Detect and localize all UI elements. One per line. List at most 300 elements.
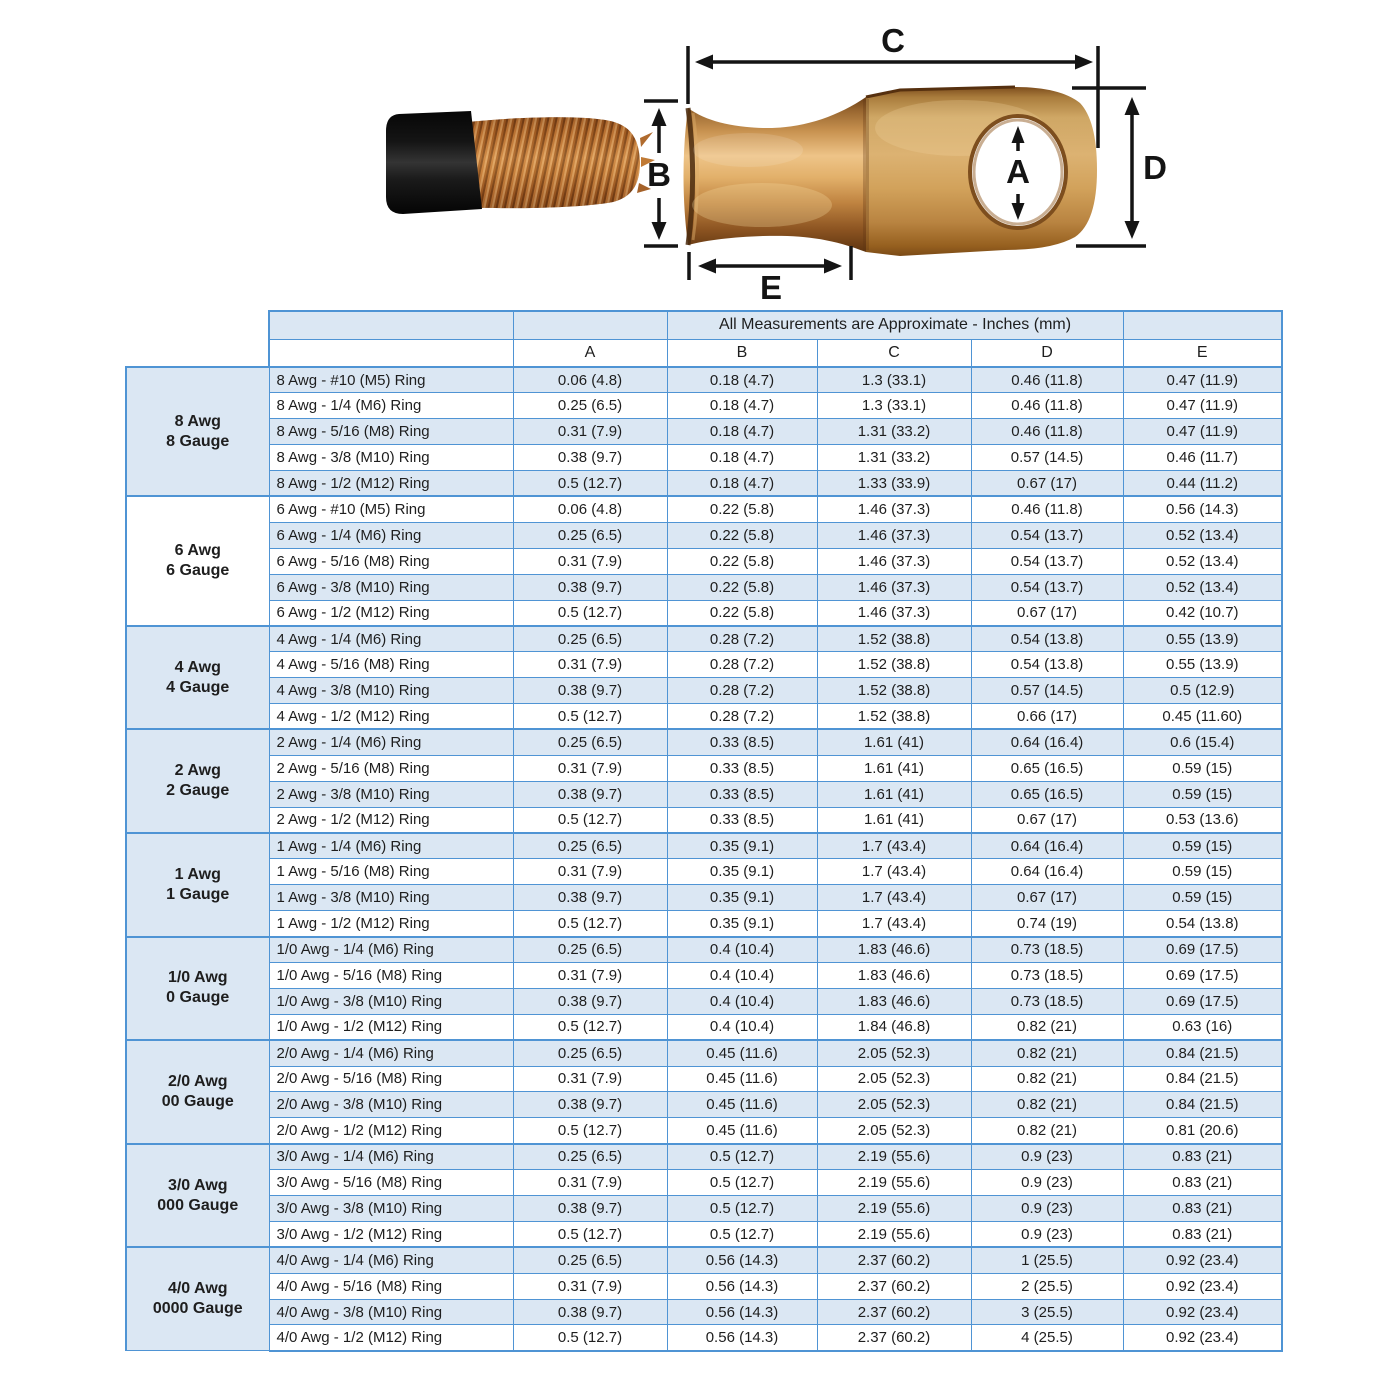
row-label: 4 Awg - 5/16 (M8) Ring (269, 652, 513, 678)
table-row (126, 574, 1282, 600)
value-cell-c: 2.37 (60.2) (817, 1299, 971, 1325)
table-row (126, 496, 1282, 522)
value-cell-d: 0.67 (17) (971, 600, 1123, 626)
row-label: 3/0 Awg - 5/16 (M8) Ring (269, 1170, 513, 1196)
gauge-cell: 4 Awg 4 Gauge (126, 626, 269, 730)
value-cell-c: 1.7 (43.4) (817, 885, 971, 911)
value-cell-b: 0.35 (9.1) (667, 859, 817, 885)
value-cell-c: 2.37 (60.2) (817, 1247, 971, 1273)
value-cell-e: 0.54 (13.8) (1123, 911, 1282, 937)
value-cell-e: 0.84 (21.5) (1123, 1066, 1282, 1092)
value-cell-b: 0.28 (7.2) (667, 626, 817, 652)
table-row (126, 1066, 1282, 1092)
column-header-a: A (513, 339, 667, 367)
value-cell-a: 0.25 (6.5) (513, 1247, 667, 1273)
row-label: 2 Awg - 3/8 (M10) Ring (269, 781, 513, 807)
table-row (126, 1014, 1282, 1040)
table-row (126, 600, 1282, 626)
value-cell-b: 0.35 (9.1) (667, 885, 817, 911)
value-cell-a: 0.25 (6.5) (513, 522, 667, 548)
value-cell-b: 0.35 (9.1) (667, 833, 817, 859)
value-cell-b: 0.22 (5.8) (667, 548, 817, 574)
value-cell-e: 0.84 (21.5) (1123, 1040, 1282, 1066)
value-cell-a: 0.06 (4.8) (513, 367, 667, 393)
value-cell-d: 0.54 (13.8) (971, 626, 1123, 652)
value-cell-b: 0.28 (7.2) (667, 678, 817, 704)
dim-label-a: A (1006, 153, 1030, 190)
value-cell-a: 0.5 (12.7) (513, 704, 667, 730)
value-cell-e: 0.81 (20.6) (1123, 1118, 1282, 1144)
table-row (126, 859, 1282, 885)
value-cell-a: 0.31 (7.9) (513, 755, 667, 781)
table-row (126, 729, 1282, 755)
value-cell-e: 0.6 (15.4) (1123, 729, 1282, 755)
value-cell-e: 0.55 (13.9) (1123, 652, 1282, 678)
table-row (126, 678, 1282, 704)
value-cell-a: 0.31 (7.9) (513, 1273, 667, 1299)
value-cell-c: 1.83 (46.6) (817, 937, 971, 963)
column-header-b: B (667, 339, 817, 367)
row-label: 6 Awg - #10 (M5) Ring (269, 496, 513, 522)
gauge-cell: 1/0 Awg 0 Gauge (126, 937, 269, 1041)
table-row (126, 652, 1282, 678)
value-cell-d: 0.65 (16.5) (971, 781, 1123, 807)
header-desc-spacer (269, 311, 513, 339)
value-cell-b: 0.33 (8.5) (667, 729, 817, 755)
value-cell-d: 0.57 (14.5) (971, 678, 1123, 704)
row-label: 8 Awg - 1/2 (M12) Ring (269, 471, 513, 497)
row-label: 1 Awg - 1/2 (M12) Ring (269, 911, 513, 937)
corner-spacer (126, 339, 269, 367)
value-cell-c: 1.46 (37.3) (817, 522, 971, 548)
table-row (126, 885, 1282, 911)
value-cell-d: 0.46 (11.8) (971, 496, 1123, 522)
value-cell-e: 0.92 (23.4) (1123, 1273, 1282, 1299)
dim-label-e: E (759, 269, 783, 306)
value-cell-d: 4 (25.5) (971, 1325, 1123, 1351)
table-row (126, 1144, 1282, 1170)
value-cell-d: 0.54 (13.7) (971, 574, 1123, 600)
value-cell-e: 0.47 (11.9) (1123, 419, 1282, 445)
table-title: All Measurements are Approximate - Inches (mm) (667, 311, 1123, 339)
value-cell-e: 0.59 (15) (1123, 781, 1282, 807)
value-cell-c: 1.31 (33.2) (817, 445, 971, 471)
value-cell-a: 0.5 (12.7) (513, 600, 667, 626)
value-cell-a: 0.5 (12.7) (513, 1325, 667, 1351)
table-row (126, 1118, 1282, 1144)
value-cell-e: 0.83 (21) (1123, 1170, 1282, 1196)
value-cell-b: 0.4 (10.4) (667, 1014, 817, 1040)
table-row (126, 1299, 1282, 1325)
table-row (126, 833, 1282, 859)
value-cell-e: 0.92 (23.4) (1123, 1299, 1282, 1325)
product-diagram (0, 0, 1400, 332)
value-cell-b: 0.22 (5.8) (667, 496, 817, 522)
row-label: 2 Awg - 5/16 (M8) Ring (269, 755, 513, 781)
value-cell-b: 0.33 (8.5) (667, 781, 817, 807)
row-label: 6 Awg - 1/4 (M6) Ring (269, 522, 513, 548)
row-label: 4 Awg - 1/4 (M6) Ring (269, 626, 513, 652)
value-cell-a: 0.31 (7.9) (513, 962, 667, 988)
value-cell-b: 0.45 (11.6) (667, 1040, 817, 1066)
gauge-cell: 3/0 Awg 000 Gauge (126, 1144, 269, 1248)
dim-label-c: C (881, 22, 905, 59)
row-label: 3/0 Awg - 1/4 (M6) Ring (269, 1144, 513, 1170)
value-cell-b: 0.18 (4.7) (667, 471, 817, 497)
value-cell-c: 1.52 (38.8) (817, 626, 971, 652)
value-cell-b: 0.35 (9.1) (667, 911, 817, 937)
value-cell-a: 0.25 (6.5) (513, 937, 667, 963)
row-label: 3/0 Awg - 1/2 (M12) Ring (269, 1221, 513, 1247)
table-row (126, 988, 1282, 1014)
value-cell-b: 0.56 (14.3) (667, 1273, 817, 1299)
row-label: 2 Awg - 1/4 (M6) Ring (269, 729, 513, 755)
row-label: 4/0 Awg - 5/16 (M8) Ring (269, 1273, 513, 1299)
row-label: 4 Awg - 1/2 (M12) Ring (269, 704, 513, 730)
value-cell-c: 1.46 (37.3) (817, 574, 971, 600)
table-row (126, 522, 1282, 548)
row-label: 1 Awg - 5/16 (M8) Ring (269, 859, 513, 885)
table-row (126, 755, 1282, 781)
value-cell-c: 2.19 (55.6) (817, 1221, 971, 1247)
value-cell-e: 0.52 (13.4) (1123, 522, 1282, 548)
value-cell-e: 0.63 (16) (1123, 1014, 1282, 1040)
value-cell-c: 1.83 (46.6) (817, 988, 971, 1014)
row-label: 4/0 Awg - 1/4 (M6) Ring (269, 1247, 513, 1273)
value-cell-d: 0.73 (18.5) (971, 988, 1123, 1014)
value-cell-e: 0.42 (10.7) (1123, 600, 1282, 626)
value-cell-c: 1.46 (37.3) (817, 600, 971, 626)
value-cell-c: 1.84 (46.8) (817, 1014, 971, 1040)
row-label: 6 Awg - 3/8 (M10) Ring (269, 574, 513, 600)
cable-illustration (386, 111, 655, 214)
gauge-cell: 2/0 Awg 00 Gauge (126, 1040, 269, 1144)
value-cell-e: 0.84 (21.5) (1123, 1092, 1282, 1118)
row-label: 8 Awg - 5/16 (M8) Ring (269, 419, 513, 445)
table-row (126, 1273, 1282, 1299)
row-label: 4/0 Awg - 1/2 (M12) Ring (269, 1325, 513, 1351)
column-header-blank (269, 339, 513, 367)
value-cell-e: 0.52 (13.4) (1123, 574, 1282, 600)
value-cell-a: 0.38 (9.7) (513, 885, 667, 911)
value-cell-e: 0.47 (11.9) (1123, 393, 1282, 419)
row-label: 2/0 Awg - 5/16 (M8) Ring (269, 1066, 513, 1092)
header-a-spacer (513, 311, 667, 339)
table-row (126, 781, 1282, 807)
gauge-cell: 8 Awg 8 Gauge (126, 367, 269, 496)
value-cell-c: 1.52 (38.8) (817, 704, 971, 730)
value-cell-e: 0.55 (13.9) (1123, 626, 1282, 652)
value-cell-e: 0.44 (11.2) (1123, 471, 1282, 497)
value-cell-d: 0.67 (17) (971, 807, 1123, 833)
value-cell-c: 2.19 (55.6) (817, 1144, 971, 1170)
value-cell-b: 0.22 (5.8) (667, 574, 817, 600)
value-cell-d: 0.82 (21) (971, 1118, 1123, 1144)
value-cell-e: 0.53 (13.6) (1123, 807, 1282, 833)
value-cell-d: 0.9 (23) (971, 1221, 1123, 1247)
value-cell-d: 3 (25.5) (971, 1299, 1123, 1325)
value-cell-b: 0.22 (5.8) (667, 600, 817, 626)
value-cell-a: 0.5 (12.7) (513, 471, 667, 497)
row-label: 4 Awg - 3/8 (M10) Ring (269, 678, 513, 704)
value-cell-a: 0.25 (6.5) (513, 393, 667, 419)
value-cell-c: 1.52 (38.8) (817, 678, 971, 704)
value-cell-c: 2.05 (52.3) (817, 1092, 971, 1118)
value-cell-b: 0.18 (4.7) (667, 419, 817, 445)
value-cell-b: 0.45 (11.6) (667, 1066, 817, 1092)
value-cell-a: 0.38 (9.7) (513, 1196, 667, 1222)
corner-spacer (126, 311, 269, 339)
table-row (126, 911, 1282, 937)
row-label: 1/0 Awg - 1/4 (M6) Ring (269, 937, 513, 963)
value-cell-a: 0.31 (7.9) (513, 652, 667, 678)
row-label: 2/0 Awg - 3/8 (M10) Ring (269, 1092, 513, 1118)
value-cell-c: 1.46 (37.3) (817, 548, 971, 574)
table-row (126, 1325, 1282, 1351)
value-cell-a: 0.5 (12.7) (513, 807, 667, 833)
value-cell-d: 0.64 (16.4) (971, 729, 1123, 755)
value-cell-c: 2.37 (60.2) (817, 1325, 971, 1351)
value-cell-e: 0.69 (17.5) (1123, 937, 1282, 963)
value-cell-e: 0.59 (15) (1123, 833, 1282, 859)
value-cell-e: 0.5 (12.9) (1123, 678, 1282, 704)
table-row (126, 445, 1282, 471)
value-cell-b: 0.56 (14.3) (667, 1299, 817, 1325)
value-cell-d: 0.9 (23) (971, 1196, 1123, 1222)
value-cell-a: 0.25 (6.5) (513, 626, 667, 652)
value-cell-b: 0.18 (4.7) (667, 367, 817, 393)
dim-label-d: D (1143, 149, 1167, 186)
value-cell-e: 0.59 (15) (1123, 859, 1282, 885)
value-cell-a: 0.31 (7.9) (513, 419, 667, 445)
value-cell-e: 0.69 (17.5) (1123, 988, 1282, 1014)
value-cell-b: 0.4 (10.4) (667, 937, 817, 963)
row-label: 8 Awg - #10 (M5) Ring (269, 367, 513, 393)
value-cell-a: 0.25 (6.5) (513, 833, 667, 859)
value-cell-d: 0.74 (19) (971, 911, 1123, 937)
value-cell-e: 0.52 (13.4) (1123, 548, 1282, 574)
value-cell-e: 0.83 (21) (1123, 1221, 1282, 1247)
value-cell-d: 0.9 (23) (971, 1144, 1123, 1170)
row-label: 1 Awg - 3/8 (M10) Ring (269, 885, 513, 911)
value-cell-a: 0.38 (9.7) (513, 574, 667, 600)
value-cell-b: 0.5 (12.7) (667, 1196, 817, 1222)
value-cell-c: 1.61 (41) (817, 755, 971, 781)
value-cell-d: 0.9 (23) (971, 1170, 1123, 1196)
column-header-c: C (817, 339, 971, 367)
value-cell-b: 0.45 (11.6) (667, 1118, 817, 1144)
value-cell-d: 0.82 (21) (971, 1092, 1123, 1118)
value-cell-e: 0.59 (15) (1123, 755, 1282, 781)
row-label: 1 Awg - 1/4 (M6) Ring (269, 833, 513, 859)
gauge-cell: 2 Awg 2 Gauge (126, 729, 269, 833)
row-label: 6 Awg - 5/16 (M8) Ring (269, 548, 513, 574)
value-cell-e: 0.92 (23.4) (1123, 1247, 1282, 1273)
value-cell-a: 0.5 (12.7) (513, 1118, 667, 1144)
value-cell-b: 0.56 (14.3) (667, 1247, 817, 1273)
value-cell-c: 2.19 (55.6) (817, 1196, 971, 1222)
value-cell-d: 1 (25.5) (971, 1247, 1123, 1273)
value-cell-d: 0.82 (21) (971, 1040, 1123, 1066)
value-cell-b: 0.28 (7.2) (667, 704, 817, 730)
value-cell-a: 0.06 (4.8) (513, 496, 667, 522)
value-cell-a: 0.5 (12.7) (513, 1221, 667, 1247)
value-cell-b: 0.33 (8.5) (667, 755, 817, 781)
table-row (126, 1247, 1282, 1273)
value-cell-d: 0.46 (11.8) (971, 367, 1123, 393)
value-cell-c: 2.37 (60.2) (817, 1273, 971, 1299)
table-row (126, 1040, 1282, 1066)
table-row (126, 419, 1282, 445)
table-row (126, 937, 1282, 963)
value-cell-a: 0.38 (9.7) (513, 781, 667, 807)
value-cell-e: 0.92 (23.4) (1123, 1325, 1282, 1351)
cable-jacket (386, 111, 482, 214)
value-cell-d: 0.82 (21) (971, 1066, 1123, 1092)
row-label: 4/0 Awg - 3/8 (M10) Ring (269, 1299, 513, 1325)
value-cell-b: 0.4 (10.4) (667, 962, 817, 988)
row-label: 2 Awg - 1/2 (M12) Ring (269, 807, 513, 833)
value-cell-b: 0.45 (11.6) (667, 1092, 817, 1118)
value-cell-d: 0.57 (14.5) (971, 445, 1123, 471)
value-cell-d: 0.54 (13.7) (971, 522, 1123, 548)
value-cell-d: 0.54 (13.8) (971, 652, 1123, 678)
row-label: 6 Awg - 1/2 (M12) Ring (269, 600, 513, 626)
column-header-d: D (971, 339, 1123, 367)
row-label: 8 Awg - 3/8 (M10) Ring (269, 445, 513, 471)
value-cell-b: 0.22 (5.8) (667, 522, 817, 548)
value-cell-a: 0.38 (9.7) (513, 988, 667, 1014)
gauge-cell: 6 Awg 6 Gauge (126, 496, 269, 625)
table-row (126, 471, 1282, 497)
table-row (126, 1092, 1282, 1118)
value-cell-d: 0.73 (18.5) (971, 937, 1123, 963)
value-cell-d: 0.67 (17) (971, 471, 1123, 497)
row-label: 8 Awg - 1/4 (M6) Ring (269, 393, 513, 419)
dim-label-b: B (647, 156, 671, 193)
value-cell-b: 0.4 (10.4) (667, 988, 817, 1014)
header-row-title (126, 311, 1282, 339)
row-label: 2/0 Awg - 1/4 (M6) Ring (269, 1040, 513, 1066)
table-row (126, 626, 1282, 652)
value-cell-e: 0.59 (15) (1123, 885, 1282, 911)
value-cell-e: 0.83 (21) (1123, 1196, 1282, 1222)
value-cell-a: 0.38 (9.7) (513, 1092, 667, 1118)
value-cell-e: 0.83 (21) (1123, 1144, 1282, 1170)
value-cell-c: 1.83 (46.6) (817, 962, 971, 988)
value-cell-a: 0.38 (9.7) (513, 445, 667, 471)
table-row (126, 807, 1282, 833)
table-row (126, 1221, 1282, 1247)
value-cell-d: 0.82 (21) (971, 1014, 1123, 1040)
row-label: 2/0 Awg - 1/2 (M12) Ring (269, 1118, 513, 1144)
value-cell-b: 0.33 (8.5) (667, 807, 817, 833)
value-cell-c: 1.33 (33.9) (817, 471, 971, 497)
header-row-columns (126, 339, 1282, 367)
value-cell-c: 1.61 (41) (817, 781, 971, 807)
table-row (126, 367, 1282, 393)
value-cell-a: 0.38 (9.7) (513, 678, 667, 704)
header-e-spacer (1123, 311, 1282, 339)
value-cell-a: 0.25 (6.5) (513, 1144, 667, 1170)
table-row (126, 1170, 1282, 1196)
value-cell-b: 0.28 (7.2) (667, 652, 817, 678)
measurements-table (125, 310, 1283, 1352)
value-cell-c: 1.61 (41) (817, 729, 971, 755)
value-cell-b: 0.5 (12.7) (667, 1144, 817, 1170)
value-cell-a: 0.25 (6.5) (513, 729, 667, 755)
value-cell-c: 2.05 (52.3) (817, 1040, 971, 1066)
value-cell-d: 0.54 (13.7) (971, 548, 1123, 574)
value-cell-a: 0.38 (9.7) (513, 1299, 667, 1325)
value-cell-d: 0.46 (11.8) (971, 419, 1123, 445)
lug-barrel (684, 97, 867, 252)
value-cell-a: 0.31 (7.9) (513, 548, 667, 574)
value-cell-c: 2.05 (52.3) (817, 1066, 971, 1092)
value-cell-c: 1.3 (33.1) (817, 367, 971, 393)
value-cell-a: 0.5 (12.7) (513, 1014, 667, 1040)
value-cell-c: 1.31 (33.2) (817, 419, 971, 445)
value-cell-b: 0.18 (4.7) (667, 393, 817, 419)
value-cell-c: 2.19 (55.6) (817, 1170, 971, 1196)
value-cell-d: 0.64 (16.4) (971, 833, 1123, 859)
table-row (126, 704, 1282, 730)
value-cell-b: 0.18 (4.7) (667, 445, 817, 471)
value-cell-c: 1.7 (43.4) (817, 859, 971, 885)
value-cell-d: 0.67 (17) (971, 885, 1123, 911)
gauge-cell: 1 Awg 1 Gauge (126, 833, 269, 937)
table-row (126, 962, 1282, 988)
value-cell-b: 0.56 (14.3) (667, 1325, 817, 1351)
row-label: 1/0 Awg - 1/2 (M12) Ring (269, 1014, 513, 1040)
value-cell-c: 2.05 (52.3) (817, 1118, 971, 1144)
column-header-e: E (1123, 339, 1282, 367)
value-cell-b: 0.5 (12.7) (667, 1221, 817, 1247)
value-cell-a: 0.31 (7.9) (513, 1066, 667, 1092)
table-row (126, 1196, 1282, 1222)
value-cell-c: 1.7 (43.4) (817, 833, 971, 859)
value-cell-d: 0.65 (16.5) (971, 755, 1123, 781)
value-cell-c: 1.3 (33.1) (817, 393, 971, 419)
value-cell-a: 0.31 (7.9) (513, 1170, 667, 1196)
value-cell-c: 1.61 (41) (817, 807, 971, 833)
value-cell-c: 1.7 (43.4) (817, 911, 971, 937)
table-row (126, 393, 1282, 419)
row-label: 1/0 Awg - 3/8 (M10) Ring (269, 988, 513, 1014)
value-cell-d: 0.46 (11.8) (971, 393, 1123, 419)
value-cell-a: 0.25 (6.5) (513, 1040, 667, 1066)
value-cell-e: 0.56 (14.3) (1123, 496, 1282, 522)
value-cell-d: 0.73 (18.5) (971, 962, 1123, 988)
value-cell-a: 0.5 (12.7) (513, 911, 667, 937)
value-cell-e: 0.45 (11.60) (1123, 704, 1282, 730)
value-cell-e: 0.47 (11.9) (1123, 367, 1282, 393)
value-cell-d: 0.66 (17) (971, 704, 1123, 730)
ring-terminal-illustration (684, 87, 1098, 256)
value-cell-d: 2 (25.5) (971, 1273, 1123, 1299)
value-cell-b: 0.5 (12.7) (667, 1170, 817, 1196)
row-label: 3/0 Awg - 3/8 (M10) Ring (269, 1196, 513, 1222)
row-label: 1/0 Awg - 5/16 (M8) Ring (269, 962, 513, 988)
value-cell-e: 0.46 (11.7) (1123, 445, 1282, 471)
value-cell-c: 1.52 (38.8) (817, 652, 971, 678)
table-body (126, 367, 1282, 1351)
value-cell-e: 0.69 (17.5) (1123, 962, 1282, 988)
value-cell-d: 0.64 (16.4) (971, 859, 1123, 885)
value-cell-a: 0.31 (7.9) (513, 859, 667, 885)
value-cell-c: 1.46 (37.3) (817, 496, 971, 522)
gauge-cell: 4/0 Awg 0000 Gauge (126, 1247, 269, 1351)
